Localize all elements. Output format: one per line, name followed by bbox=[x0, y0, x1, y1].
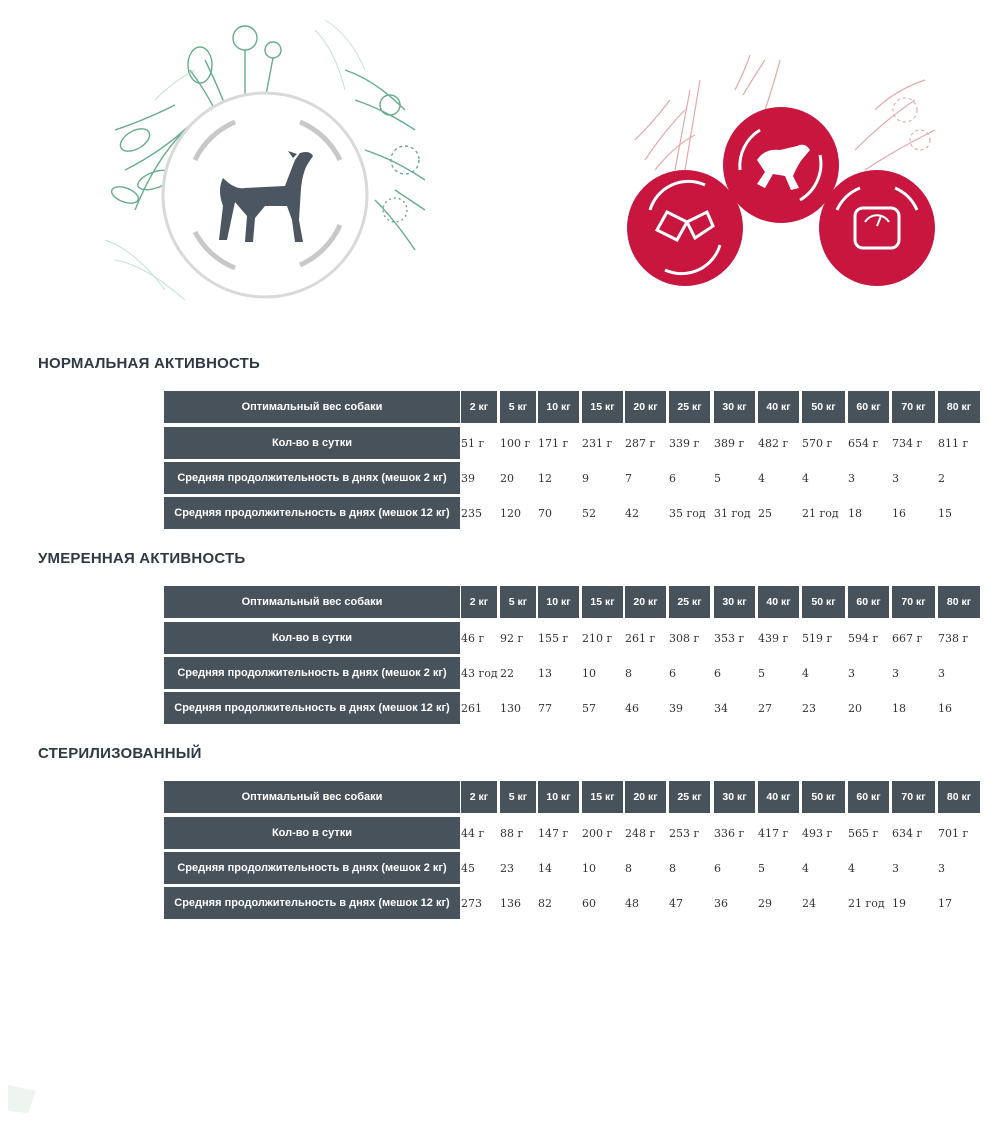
weight-header-cell: 50 кг bbox=[802, 781, 845, 813]
table-cell: 3 bbox=[892, 861, 899, 875]
table-cell: 21 год bbox=[802, 506, 839, 520]
weight-header-cell: 50 кг bbox=[802, 391, 845, 423]
table-cell: 12 bbox=[538, 471, 552, 485]
table-cell: 19 bbox=[892, 896, 906, 910]
table-cell: 389 г bbox=[714, 436, 745, 450]
row-label: Средняя продолжительность в днях (мешок 2 кг) bbox=[164, 852, 460, 884]
table-cell: 6 bbox=[669, 666, 676, 680]
table-cell: 10 bbox=[582, 666, 596, 680]
table-cell: 4 bbox=[848, 861, 855, 875]
corner-decoration bbox=[8, 1085, 38, 1113]
table-cell: 654 г bbox=[848, 436, 879, 450]
weight-header-cell: 20 кг bbox=[625, 586, 666, 618]
table-cell: 734 г bbox=[892, 436, 923, 450]
table-cell: 136 bbox=[500, 896, 521, 910]
table-cell: 6 bbox=[714, 666, 721, 680]
table-cell: 3 bbox=[848, 471, 855, 485]
weight-header-cell: 50 кг bbox=[802, 586, 845, 618]
weight-header-cell: 70 кг bbox=[892, 781, 935, 813]
table-cell: 8 bbox=[625, 861, 632, 875]
weight-header-cell: 2 кг bbox=[461, 781, 497, 813]
table-cell: 3 bbox=[892, 666, 899, 680]
joint-icon bbox=[627, 170, 743, 286]
table-cell: 565 г bbox=[848, 826, 879, 840]
weight-header-cell: 5 кг bbox=[500, 391, 536, 423]
table-cell: 308 г bbox=[669, 631, 700, 645]
table-row bbox=[164, 497, 984, 529]
table-cell: 8 bbox=[669, 861, 676, 875]
table-cell: 36 bbox=[714, 896, 728, 910]
table-cell: 3 bbox=[848, 666, 855, 680]
table-header-row bbox=[164, 781, 984, 813]
dog-illustration bbox=[95, 10, 455, 310]
table-cell: 48 bbox=[625, 896, 639, 910]
table-cell: 47 bbox=[669, 896, 683, 910]
table-cell: 51 г bbox=[461, 436, 485, 450]
table-cell: 27 bbox=[758, 701, 772, 715]
weight-header-cell: 40 кг bbox=[758, 391, 799, 423]
weight-header-cell: 25 кг bbox=[669, 781, 710, 813]
weight-header-cell: 10 кг bbox=[538, 391, 579, 423]
running-dog-icon bbox=[723, 107, 839, 223]
table-cell: 43 год bbox=[461, 666, 498, 680]
weight-header-cell: 25 кг bbox=[669, 391, 710, 423]
row-label: Кол-во в сутки bbox=[164, 427, 460, 459]
table-cell: 20 bbox=[500, 471, 514, 485]
table-cell: 3 bbox=[938, 666, 945, 680]
table-cell: 15 bbox=[938, 506, 952, 520]
table-cell: 13 bbox=[538, 666, 552, 680]
table-cell: 10 bbox=[582, 861, 596, 875]
table-row bbox=[164, 622, 984, 654]
table-row bbox=[164, 427, 984, 459]
table-cell: 4 bbox=[802, 861, 809, 875]
table-cell: 155 г bbox=[538, 631, 569, 645]
table-cell: 738 г bbox=[938, 631, 969, 645]
weight-header-cell: 40 кг bbox=[758, 586, 799, 618]
table-cell: 417 г bbox=[758, 826, 789, 840]
table-cell: 570 г bbox=[802, 436, 833, 450]
weight-header-cell: 20 кг bbox=[625, 391, 666, 423]
section-title-moderate: УМЕРЕННАЯ АКТИВНОСТЬ bbox=[38, 550, 246, 567]
weight-header-cell: 5 кг bbox=[500, 586, 536, 618]
table-cell: 482 г bbox=[758, 436, 789, 450]
table-cell: 24 bbox=[802, 896, 816, 910]
table-cell: 667 г bbox=[892, 631, 923, 645]
table-cell: 18 bbox=[892, 701, 906, 715]
table-cell: 92 г bbox=[500, 631, 524, 645]
table-cell: 147 г bbox=[538, 826, 569, 840]
table-cell: 45 bbox=[461, 861, 475, 875]
table-cell: 200 г bbox=[582, 826, 613, 840]
row-label: Оптимальный вес собаки bbox=[164, 391, 460, 423]
table-cell: 17 bbox=[938, 896, 952, 910]
table-row bbox=[164, 817, 984, 849]
weight-header-cell: 70 кг bbox=[892, 586, 935, 618]
weight-header-cell: 15 кг bbox=[582, 781, 623, 813]
table-cell: 77 bbox=[538, 701, 552, 715]
weight-header-cell: 60 кг bbox=[848, 391, 889, 423]
weight-scale-icon bbox=[819, 170, 935, 286]
table-cell: 8 bbox=[625, 666, 632, 680]
row-label: Кол-во в сутки bbox=[164, 622, 460, 654]
table-cell: 248 г bbox=[625, 826, 656, 840]
table-cell: 171 г bbox=[538, 436, 569, 450]
table-cell: 57 bbox=[582, 701, 596, 715]
table-cell: 594 г bbox=[848, 631, 879, 645]
weight-header-cell: 10 кг bbox=[538, 781, 579, 813]
table-row bbox=[164, 852, 984, 884]
weight-header-cell: 30 кг bbox=[714, 586, 755, 618]
weight-header-cell: 15 кг bbox=[582, 391, 623, 423]
table-header-row bbox=[164, 391, 984, 423]
table-cell: 52 bbox=[582, 506, 596, 520]
table-cell: 235 bbox=[461, 506, 482, 520]
row-label: Кол-во в сутки bbox=[164, 817, 460, 849]
weight-header-cell: 2 кг bbox=[461, 586, 497, 618]
table-header-row bbox=[164, 586, 984, 618]
table-cell: 2 bbox=[938, 471, 945, 485]
table-cell: 7 bbox=[625, 471, 632, 485]
row-label: Средняя продолжительность в днях (мешок 2 кг) bbox=[164, 462, 460, 494]
weight-header-cell: 40 кг bbox=[758, 781, 799, 813]
weight-header-cell: 30 кг bbox=[714, 391, 755, 423]
table-cell: 3 bbox=[892, 471, 899, 485]
table-cell: 4 bbox=[758, 471, 765, 485]
table-cell: 42 bbox=[625, 506, 639, 520]
table-cell: 273 bbox=[461, 896, 482, 910]
table-cell: 231 г bbox=[582, 436, 613, 450]
table-cell: 20 bbox=[848, 701, 862, 715]
weight-header-cell: 30 кг bbox=[714, 781, 755, 813]
table-cell: 21 год bbox=[848, 896, 885, 910]
table-cell: 46 bbox=[625, 701, 639, 715]
weight-header-cell: 80 кг bbox=[938, 586, 980, 618]
table-cell: 88 г bbox=[500, 826, 524, 840]
table-cell: 5 bbox=[758, 666, 765, 680]
table-cell: 3 bbox=[938, 861, 945, 875]
weight-header-cell: 70 кг bbox=[892, 391, 935, 423]
table-row bbox=[164, 462, 984, 494]
row-label: Средняя продолжительность в днях (мешок 12 кг) bbox=[164, 692, 460, 724]
table-cell: 634 г bbox=[892, 826, 923, 840]
table-cell: 519 г bbox=[802, 631, 833, 645]
table-cell: 39 bbox=[669, 701, 683, 715]
table-row bbox=[164, 887, 984, 919]
table-cell: 6 bbox=[714, 861, 721, 875]
table-cell: 100 г bbox=[500, 436, 531, 450]
table-row bbox=[164, 692, 984, 724]
section-title-normal: НОРМАЛЬНАЯ АКТИВНОСТЬ bbox=[38, 355, 260, 372]
table-cell: 14 bbox=[538, 861, 552, 875]
row-label: Средняя продолжительность в днях (мешок 12 кг) bbox=[164, 497, 460, 529]
table-cell: 6 bbox=[669, 471, 676, 485]
table-cell: 130 bbox=[500, 701, 521, 715]
weight-header-cell: 2 кг bbox=[461, 391, 497, 423]
table-cell: 287 г bbox=[625, 436, 656, 450]
weight-header-cell: 60 кг bbox=[848, 586, 889, 618]
table-cell: 9 bbox=[582, 471, 589, 485]
table-cell: 210 г bbox=[582, 631, 613, 645]
table-cell: 22 bbox=[500, 666, 514, 680]
row-label: Средняя продолжительность в днях (мешок 2 кг) bbox=[164, 657, 460, 689]
table-cell: 261 г bbox=[625, 631, 656, 645]
table-cell: 5 bbox=[714, 471, 721, 485]
table-cell: 4 bbox=[802, 666, 809, 680]
table-cell: 23 bbox=[500, 861, 514, 875]
row-label: Оптимальный вес собаки bbox=[164, 586, 460, 618]
table-cell: 35 год bbox=[669, 506, 706, 520]
weight-header-cell: 60 кг bbox=[848, 781, 889, 813]
table-cell: 70 bbox=[538, 506, 552, 520]
table-cell: 16 bbox=[892, 506, 906, 520]
table-cell: 25 bbox=[758, 506, 772, 520]
table-cell: 29 bbox=[758, 896, 772, 910]
benefits-illustration bbox=[615, 50, 955, 300]
table-row bbox=[164, 657, 984, 689]
table-cell: 120 bbox=[500, 506, 521, 520]
table-cell: 31 год bbox=[714, 506, 751, 520]
weight-header-cell: 20 кг bbox=[625, 781, 666, 813]
table-cell: 701 г bbox=[938, 826, 969, 840]
table-cell: 493 г bbox=[802, 826, 833, 840]
table-cell: 253 г bbox=[669, 826, 700, 840]
weight-header-cell: 5 кг bbox=[500, 781, 536, 813]
table-cell: 23 bbox=[802, 701, 816, 715]
weight-header-cell: 80 кг bbox=[938, 781, 980, 813]
table-cell: 336 г bbox=[714, 826, 745, 840]
table-cell: 339 г bbox=[669, 436, 700, 450]
table-cell: 46 г bbox=[461, 631, 485, 645]
table-cell: 16 bbox=[938, 701, 952, 715]
table-cell: 18 bbox=[848, 506, 862, 520]
table-cell: 261 bbox=[461, 701, 482, 715]
row-label: Оптимальный вес собаки bbox=[164, 781, 460, 813]
table-cell: 82 bbox=[538, 896, 552, 910]
section-title-sterilized: СТЕРИЛИЗОВАННЫЙ bbox=[38, 745, 202, 762]
table-cell: 439 г bbox=[758, 631, 789, 645]
table-cell: 4 bbox=[802, 471, 809, 485]
table-cell: 39 bbox=[461, 471, 475, 485]
table-cell: 60 bbox=[582, 896, 596, 910]
table-cell: 5 bbox=[758, 861, 765, 875]
table-cell: 811 г bbox=[938, 436, 969, 450]
weight-header-cell: 25 кг bbox=[669, 586, 710, 618]
weight-header-cell: 15 кг bbox=[582, 586, 623, 618]
table-cell: 34 bbox=[714, 701, 728, 715]
table-cell: 44 г bbox=[461, 826, 485, 840]
table-cell: 353 г bbox=[714, 631, 745, 645]
weight-header-cell: 10 кг bbox=[538, 586, 579, 618]
weight-header-cell: 80 кг bbox=[938, 391, 980, 423]
row-label: Средняя продолжительность в днях (мешок 12 кг) bbox=[164, 887, 460, 919]
